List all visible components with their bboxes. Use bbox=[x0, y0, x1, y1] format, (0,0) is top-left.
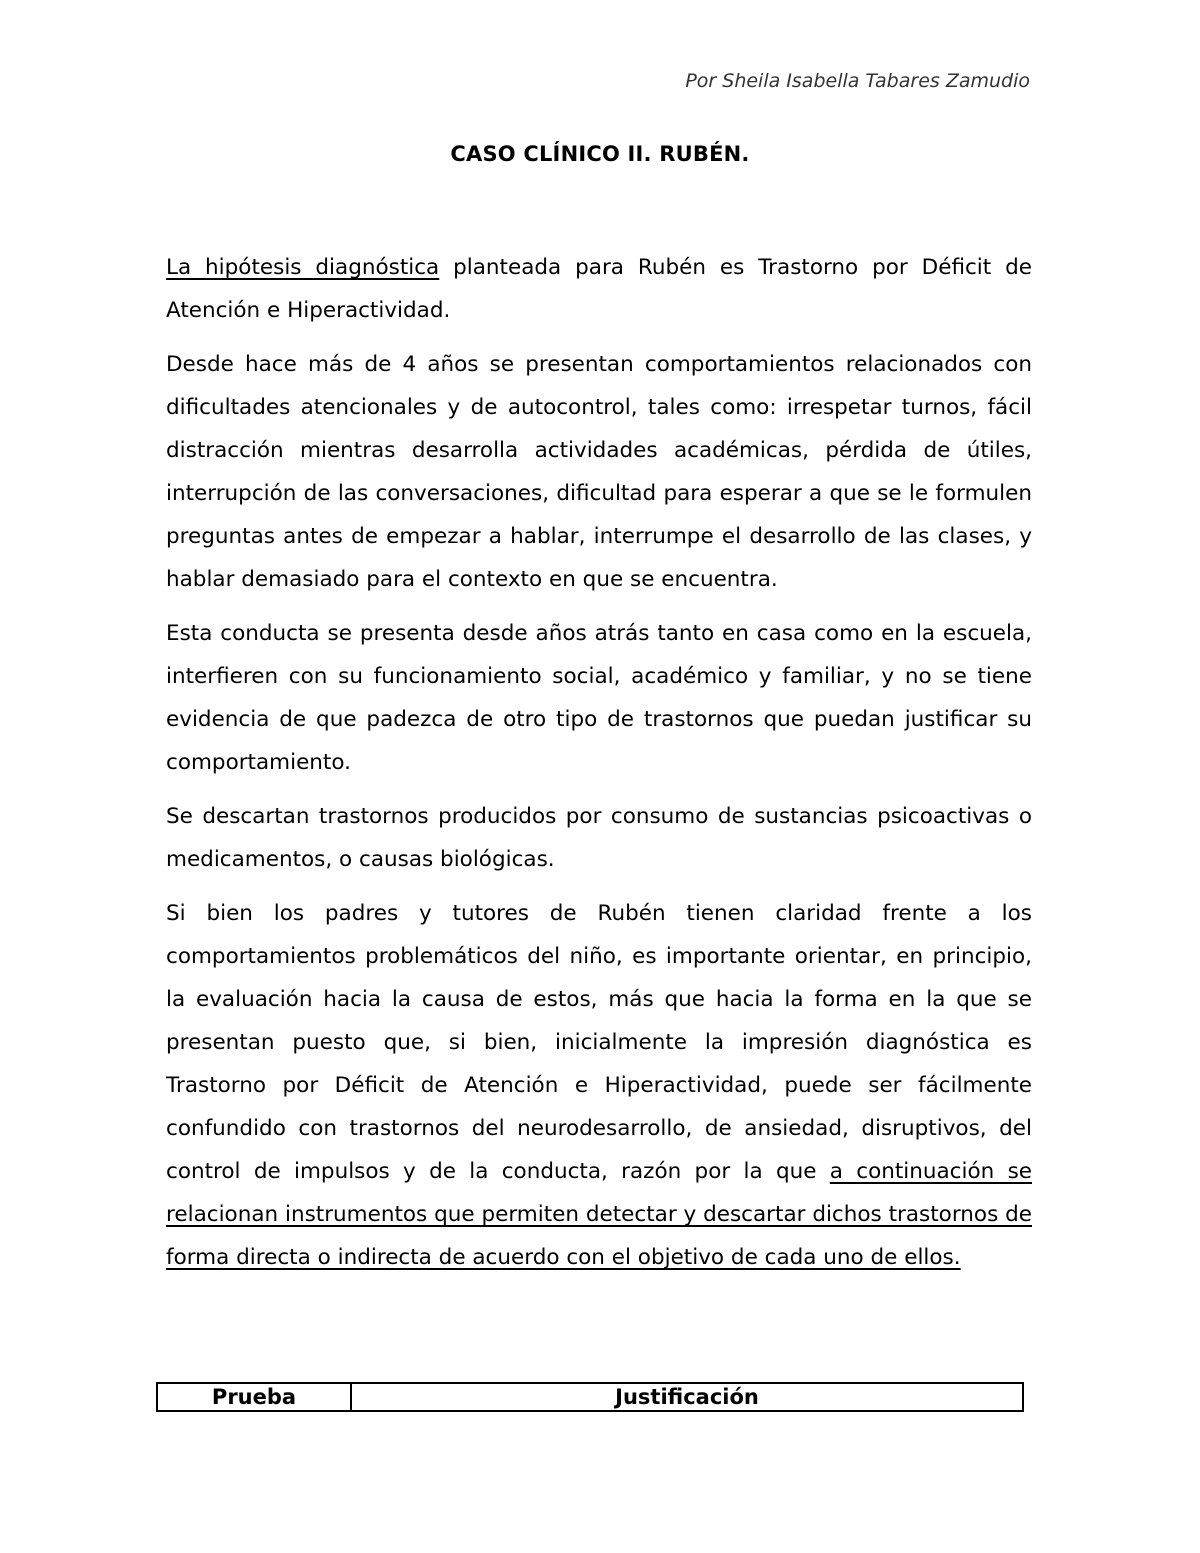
underlined-phrase: La hipótesis diagnóstica bbox=[166, 255, 440, 280]
paragraph-evaluation bbox=[166, 892, 1032, 1279]
table-header-row bbox=[157, 1383, 1023, 1411]
paragraph-context: Esta conducta se presenta desde años atrás tanto en casa como en la escuela, interfieren con su funcionamiento social, académico y familiar, y no se tiene evidencia de que padezca de otro tipo de trastornos que puedan justificar su comportamiento. bbox=[166, 621, 1032, 775]
tests-table bbox=[156, 1382, 1024, 1412]
underlined-phrase: a continuación se relacionan instrumentos que permiten detectar y descartar dichos trastornos de forma directa o indirecta de acuerdo con el objetivo de cada uno de ellos. bbox=[166, 1159, 1032, 1270]
paragraph-exclusions: Se descartan trastornos producidos por consumo de sustancias psicoactivas o medicamentos, o causas biológicas. bbox=[166, 804, 1032, 872]
paragraph-text: planteada para Rubén es Trastorno por Déficit de Atención e Hiperactividad. bbox=[166, 255, 1032, 323]
document-title: CASO CLÍNICO II. RUBÉN. bbox=[450, 142, 750, 166]
document-body bbox=[166, 246, 1032, 1290]
table-header-justificacion: Justificación bbox=[351, 1383, 1023, 1411]
paragraph-hypothesis bbox=[166, 246, 1032, 332]
header-author: Por Sheila Isabella Tabares Zamudio bbox=[685, 70, 1030, 92]
paragraph-behaviors: Desde hace más de 4 años se presentan comportamientos relacionados con dificultades atencionales y de autocontrol, tales como: irrespetar turnos, fácil distracción mientras desarrolla actividades académicas, pérdida de útiles, interrupción de las conversaciones, dificultad para esperar a que se le formulen preguntas antes de empezar a hablar, interrumpe el desarrollo de las clases, y hablar demasiado para el contexto en que se encuentra. bbox=[166, 352, 1032, 592]
paragraph-text: Si bien los padres y tutores de Rubén tienen claridad frente a los comportamientos problemáticos del niño, es importante orientar, en principio, la evaluación hacia la causa de estos, más que hacia la forma en la que se presentan puesto que, si bien, inicialmente la impresión diagnóstica es Trastorno por Déficit de Atención e Hiperactividad, puede ser fácilmente confundido con trastornos del neurodesarrollo, de ansiedad, disruptivos, del control de impulsos y de la conducta, razón por la que bbox=[166, 901, 1032, 1184]
table-header-prueba: Prueba bbox=[157, 1383, 351, 1411]
